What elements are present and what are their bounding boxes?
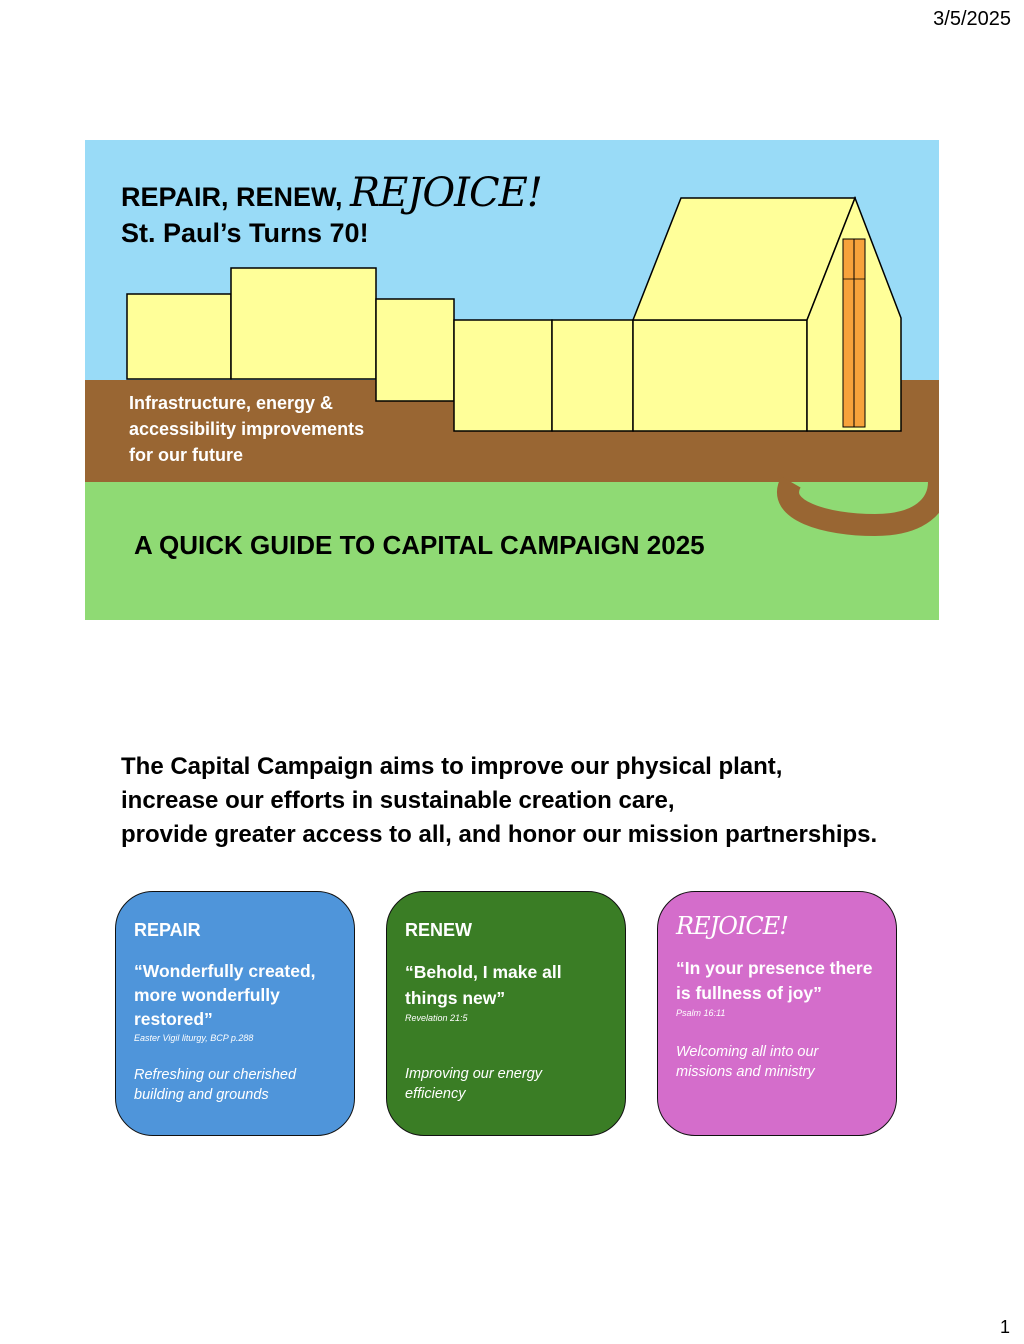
title-rejoice: REJOICE! bbox=[350, 170, 542, 216]
building-block-4 bbox=[454, 320, 552, 431]
card-quote: “Behold, I make all things new” bbox=[405, 962, 562, 1008]
building-block-3 bbox=[376, 299, 454, 401]
building-block-5 bbox=[552, 320, 633, 431]
renew-card bbox=[386, 891, 626, 1136]
card-citation: Revelation 21:5 bbox=[405, 1013, 468, 1023]
card-citation: Psalm 16:11 bbox=[676, 1008, 726, 1018]
intro-line: increase our efforts in sustainable creation care, bbox=[121, 787, 675, 814]
repair-card bbox=[115, 891, 355, 1136]
slide-subtitle: St. Paul’s Turns 70! bbox=[121, 218, 369, 248]
guide-title: A QUICK GUIDE TO CAPITAL CAMPAIGN 2025 bbox=[134, 530, 705, 560]
card-description: Welcoming all into our missions and ministry bbox=[676, 1044, 819, 1080]
card-quote: “In your presence there is fullness of joy” bbox=[676, 958, 873, 1003]
slide-title-heading bbox=[121, 170, 542, 216]
building-nave bbox=[633, 320, 807, 431]
card-title: REPAIR bbox=[134, 920, 201, 940]
building-block-2 bbox=[231, 268, 376, 379]
card-title: REJOICE! bbox=[676, 912, 788, 940]
rejoice-card bbox=[657, 891, 897, 1136]
building-block-1 bbox=[127, 294, 231, 379]
title-prefix: REPAIR, RENEW, bbox=[121, 182, 351, 212]
card-quote: “Wonderfully created, more wonderfully restored” bbox=[134, 961, 316, 1029]
infrastructure-text: Infrastructure, energy & accessibility improvements for our future bbox=[129, 393, 365, 465]
slide-title bbox=[85, 140, 939, 620]
intro-line: The Capital Campaign aims to improve our physical plant, bbox=[121, 753, 783, 780]
card-citation: Easter Vigil liturgy, BCP p.288 bbox=[134, 1033, 254, 1043]
intro-text bbox=[121, 750, 941, 852]
card-description: Improving our energy efficiency bbox=[405, 1066, 543, 1102]
page-number: 1 bbox=[999, 1317, 1010, 1337]
date-stamp: 3/5/2025 bbox=[933, 8, 1011, 30]
intro-line: provide greater access to all, and honor our mission partnerships. bbox=[121, 821, 878, 848]
card-title: RENEW bbox=[405, 920, 472, 940]
card-description: Refreshing our cherished building and grounds bbox=[134, 1067, 297, 1103]
